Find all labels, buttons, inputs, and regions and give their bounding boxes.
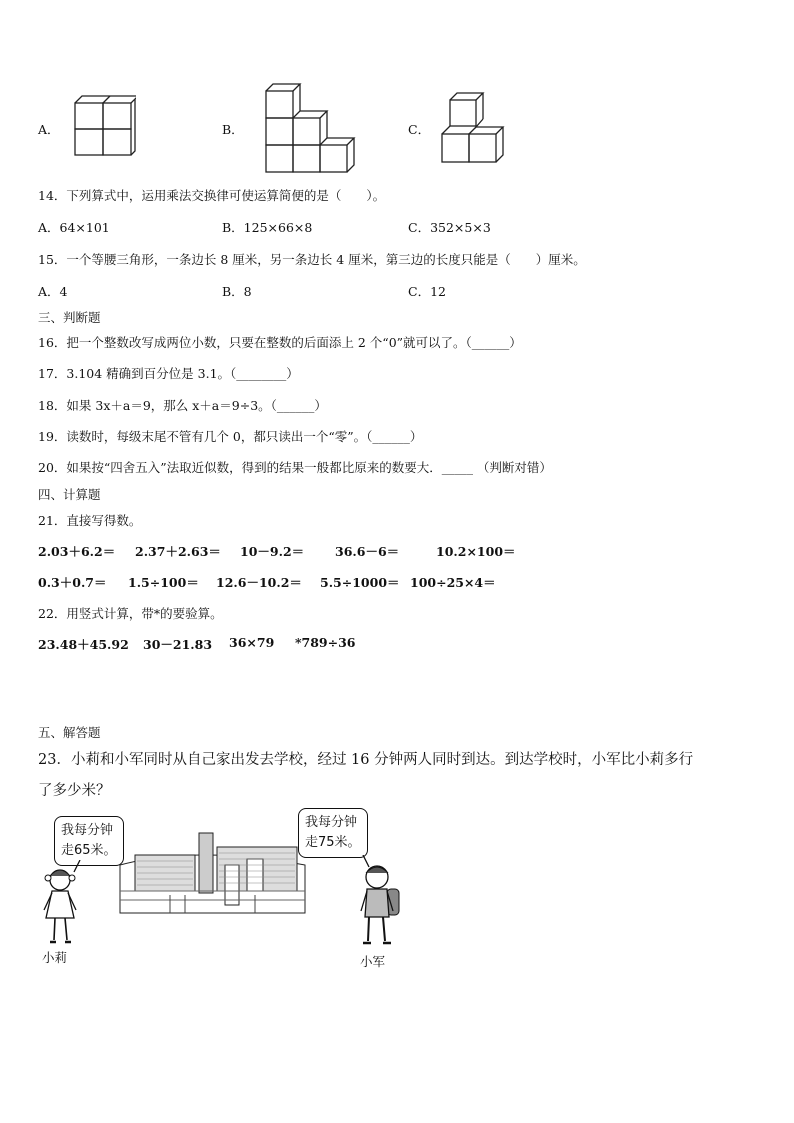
question-17-stem: 17．3.104 精确到百分位是 3.1。（________） [38,366,299,381]
question-23-line-2: 了多少米？ [38,783,111,799]
cube-figure-a [74,94,136,158]
vertical-calc-item: *789÷36 [295,635,356,650]
question-16-stem: 16．把一个整数改写成两位小数，只要在整数的后面添上 2 个“0”就可以了。（______） [38,335,522,350]
bubble-right-line-1: 我每分钟 [305,815,358,830]
calc-item: 0.3＋0.7＝ [38,575,107,590]
bubble-right-line-2: 走75米。 [305,835,361,850]
question-21-stem: 21．直接写得数。 [38,513,142,528]
speech-bubble-left [54,816,124,866]
question-15-stem: 15．一个等腰三角形，一条边长 8 厘米，另一条边长 4 厘米，第三边的长度只能是（ ）厘米。 [38,252,586,267]
section-5-title: 五、解答题 [38,725,101,740]
question-14-stem: 14．下列算式中，运用乘法交换律可使运算简便的是（ ）。 [38,188,386,203]
question-22-stem: 22．用竖式计算，带*的要验算。 [38,606,223,621]
calc-item: 10－9.2＝ [240,544,305,559]
calc-item: 2.03＋6.2＝ [38,544,116,559]
q14-option-a: A．64×101 [38,220,110,235]
option-a-label: A． [38,122,60,137]
speech-bubble-right [298,808,368,858]
calc-item: 36.6－6＝ [335,544,400,559]
girl-name-label: 小莉 [42,950,68,965]
boy-name-label: 小军 [360,954,386,969]
cube-figure-c [440,90,512,166]
q15-option-a: A．4 [38,284,68,299]
vertical-calc-item: 23.48＋45.92 [38,637,129,652]
vertical-calc-item: 30－21.83 [143,637,213,652]
question-23-line-1: 23．小莉和小军同时从自己家出发去学校，经过 16 分钟两人同时到达。到达学校时，小军比小莉多行 [38,752,694,768]
question-20-stem: 20．如果按“四舍五入”法取近似数，得到的结果一般都比原来的数要大．_____ （判断对错） [38,460,552,475]
school-building-illustration [115,825,310,915]
question-19-stem: 19．读数时，每级末尾不管有几个 0，都只读出一个“零”。（______） [38,429,423,444]
girl-figure-illustration [40,860,90,950]
option-c-label: C． [408,122,431,137]
calc-item: 1.5÷100＝ [128,575,199,590]
q14-option-c: C．352×5×3 [408,220,491,235]
calc-item: 5.5÷1000＝ [320,575,400,590]
calc-item: 10.2×100＝ [436,544,516,559]
section-3-title: 三、判断题 [38,310,101,325]
q15-option-b: B．8 [222,284,252,299]
calc-item: 12.6－10.2＝ [216,575,302,590]
bubble-left-line-1: 我每分钟 [61,823,114,838]
q14-option-b: B．125×66×8 [222,220,313,235]
cube-figure-b [264,82,356,174]
question-18-stem: 18．如果 3x＋a＝9，那么 x＋a＝9÷3。（______） [38,398,327,413]
section-4-title: 四、计算题 [38,487,101,502]
calc-item: 2.37＋2.63＝ [135,544,221,559]
vertical-calc-item: 36×79 [229,635,275,650]
option-b-label: B． [222,122,244,137]
boy-figure-illustration [355,855,405,950]
q15-option-c: C．12 [408,284,446,299]
calc-item: 100÷25×4＝ [410,575,496,590]
bubble-left-line-2: 走65米。 [61,843,117,858]
